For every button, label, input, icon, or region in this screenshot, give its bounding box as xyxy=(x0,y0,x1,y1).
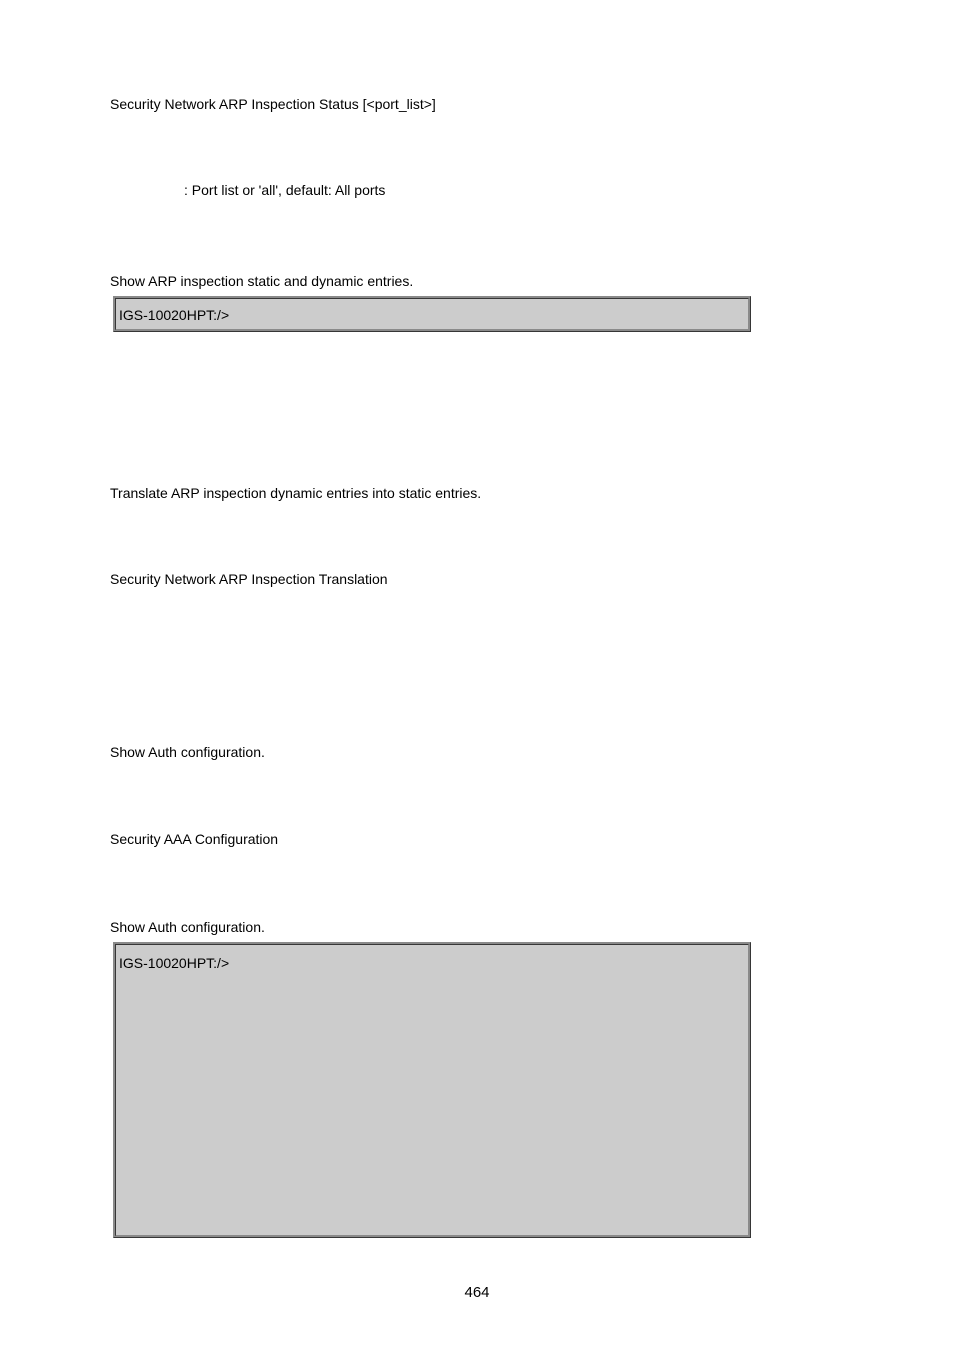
syntax-security-aaa-configuration: Security AAA Configuration xyxy=(110,831,279,847)
cli-prompt: IGS-10020HPT:/> xyxy=(119,307,230,323)
description-show-arp-entries: Show ARP inspection static and dynamic entries. xyxy=(110,273,414,289)
description-show-auth: Show Auth configuration. xyxy=(110,744,265,760)
page-number: 464 xyxy=(464,1284,490,1301)
description-translate-arp: Translate ARP inspection dynamic entries into static entries. xyxy=(110,485,482,501)
example-description-show-auth: Show Auth configuration. xyxy=(110,919,265,935)
cli-prompt: IGS-10020HPT:/> xyxy=(119,955,230,971)
example-box-arp-status xyxy=(113,296,751,332)
syntax-arp-inspection-translation: Security Network ARP Inspection Translation xyxy=(110,571,388,587)
example-box-auth-config xyxy=(113,942,751,1238)
parameter-port-list: : Port list or 'all', default: All ports xyxy=(184,182,386,198)
syntax-arp-inspection-status: Security Network ARP Inspection Status [<port_list>] xyxy=(110,96,436,112)
